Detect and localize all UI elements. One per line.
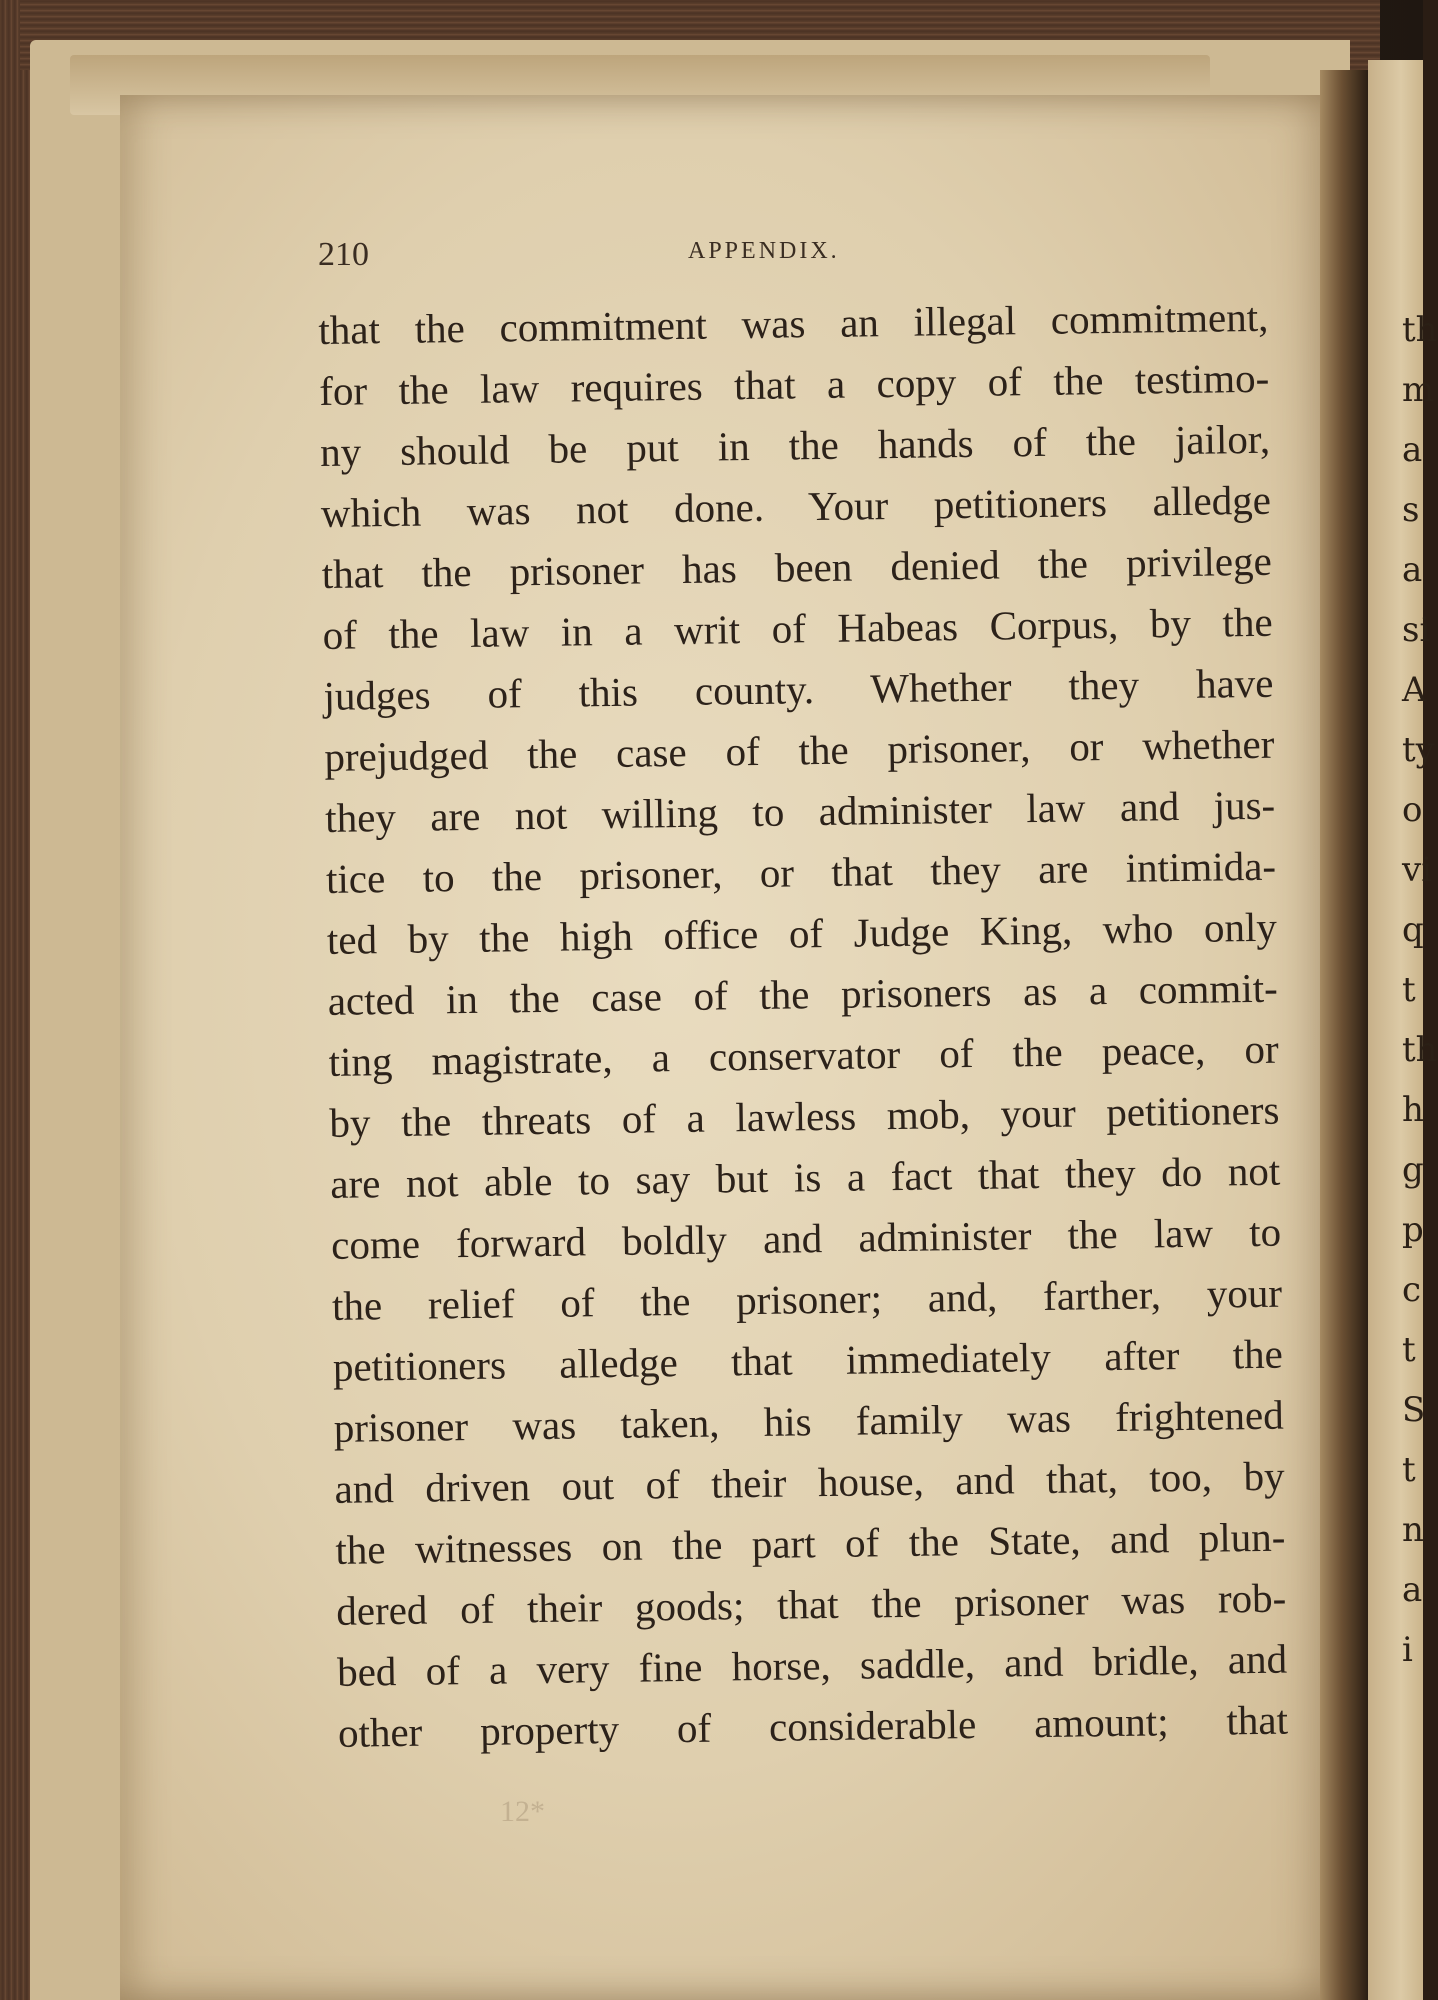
text-line: prejudged the case of the prisoner, or whether: [324, 720, 1275, 780]
text-line: and driven out of their house, and that, too, by: [334, 1452, 1285, 1512]
facing-line: a: [1402, 550, 1423, 590]
text-line: the witnesses on the part of the State, and plun-: [335, 1513, 1286, 1573]
facing-line: o: [1402, 790, 1423, 830]
facing-line: si: [1402, 610, 1431, 650]
text-line: that the prisoner has been denied the privilege: [321, 537, 1273, 597]
text-line: judges of this county. Whether they have: [323, 659, 1274, 719]
facing-line: h: [1402, 1090, 1424, 1130]
text-line: are not able to say but is a fact that they do not: [330, 1147, 1281, 1207]
facing-line: t: [1402, 1330, 1416, 1370]
facing-line: th: [1402, 1030, 1438, 1070]
book-gutter: [1320, 70, 1368, 2000]
text-line: that the commitment was an illegal commitment,: [318, 293, 1269, 353]
facing-line: i: [1402, 1630, 1413, 1670]
facing-line: t: [1402, 1450, 1416, 1490]
page-number: 210: [318, 236, 369, 273]
text-line: tice to the prisoner, or that they are intimida-: [325, 842, 1277, 902]
facing-line: c: [1402, 1270, 1422, 1310]
facing-line: q: [1402, 910, 1424, 950]
text-line: ting magistrate, a conservator of the peace, or: [328, 1025, 1279, 1085]
facing-line: p: [1402, 1210, 1424, 1250]
facing-line: A: [1402, 670, 1427, 710]
facing-line: a: [1402, 1570, 1423, 1610]
facing-line: s: [1402, 490, 1420, 530]
signature-mark: 12*: [500, 1795, 545, 1828]
text-line: which was not done. Your petitioners alledge: [320, 476, 1272, 536]
running-head: APPENDIX.: [688, 238, 840, 264]
facing-line: t: [1402, 970, 1416, 1010]
text-line: by the threats of a lawless mob, your petitioners: [329, 1086, 1280, 1146]
facing-line: m: [1402, 370, 1435, 410]
text-line: bed of a very fine horse, saddle, and bridle, and: [336, 1635, 1288, 1695]
text-line: petitioners alledge that immediately after the: [332, 1330, 1284, 1390]
page-header: [318, 230, 1258, 280]
text-line: of the law in a writ of Habeas Corpus, by the: [322, 598, 1273, 658]
facing-line: g: [1402, 1150, 1424, 1190]
text-line: ted by the high office of Judge King, who only: [326, 903, 1278, 963]
text-line: ny should be put in the hands of the jailor,: [319, 415, 1271, 475]
text-line: come forward boldly and administer the law to: [330, 1208, 1282, 1268]
facing-page-text: [1402, 300, 1438, 1680]
facing-line: vi: [1402, 850, 1433, 890]
text-line: other property of considerable amount; that: [337, 1696, 1289, 1756]
facing-line: n: [1402, 1510, 1424, 1550]
text-line: they are not willing to administer law and jus-: [324, 781, 1276, 841]
text-line: the relief of the prisoner; and, farther, your: [331, 1269, 1283, 1329]
facing-line: a: [1402, 430, 1423, 470]
text-line: prisoner was taken, his family was frightened: [333, 1391, 1284, 1451]
facing-line: th: [1402, 310, 1438, 350]
facing-line: S: [1402, 1390, 1426, 1430]
text-line: dered of their goods; that the prisoner was rob-: [335, 1574, 1287, 1634]
text-line: for the law requires that a copy of the testimo-: [318, 354, 1270, 414]
facing-line: ty: [1402, 730, 1435, 770]
page-body-text: [318, 287, 1288, 1764]
text-line: acted in the case of the prisoners as a commit-: [327, 964, 1279, 1024]
